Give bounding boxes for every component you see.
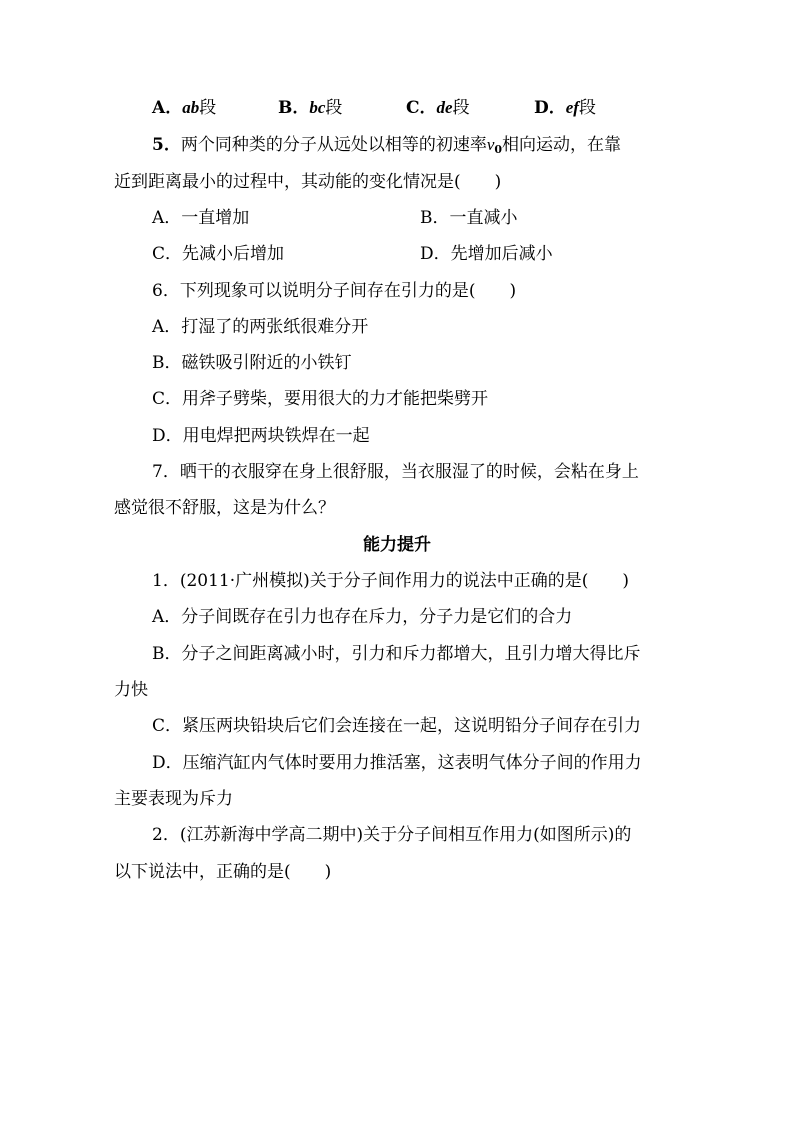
p2-line1: 2．(江苏新海中学高二期中)关于分子间相互作用力(如图所示)的 <box>152 825 632 845</box>
q4-option-b: B．bc段 <box>278 98 343 118</box>
p1-option-b-line1: B．分子之间距离减小时，引力和斥力都增大，且引力增大得比斥 <box>152 644 641 664</box>
p2-line2: 以下说法中，正确的是( ) <box>114 862 332 882</box>
p1-line1: 1．(2011·广州模拟)关于分子间作用力的说法中正确的是( ) <box>152 571 630 591</box>
q6-option-a: A．打湿了的两张纸很难分开 <box>152 317 369 337</box>
p1-option-d-line2: 主要表现为斥力 <box>114 789 233 809</box>
q4-option-d: D．ef段 <box>534 98 596 118</box>
p1-option-a: A．分子间既存在引力也存在斥力，分子力是它们的合力 <box>152 607 573 627</box>
q6-option-d: D．用电焊把两块铁焊在一起 <box>152 426 370 446</box>
q5-option-d: D．先增加后减小 <box>420 244 553 264</box>
q5-option-c: C．先减小后增加 <box>152 244 285 264</box>
p1-option-b-line2: 力快 <box>114 680 148 700</box>
p1-option-d-line1: D．压缩汽缸内气体时要用力推活塞，这表明气体分子间的作用力 <box>152 753 642 773</box>
q4-options <box>152 97 596 119</box>
q4-option-c: C．de段 <box>406 98 470 118</box>
q4-option-a: A．ab段 <box>152 98 217 118</box>
section-title: 能力提升 <box>363 535 431 555</box>
q7-line2: 感觉很不舒服，这是为什么？ <box>114 498 335 518</box>
q6-line1: 6．下列现象可以说明分子间存在引力的是( ) <box>152 281 517 301</box>
q5-line2: 近到距离最小的过程中，其动能的变化情况是( ) <box>114 172 502 192</box>
q6-option-b: B．磁铁吸引附近的小铁钉 <box>152 353 352 373</box>
q5-option-b: B．一直减小 <box>420 208 518 228</box>
p1-option-c: C．紧压两块铅块后它们会连接在一起，这说明铅分子间存在引力 <box>152 716 642 736</box>
q6-option-c: C．用斧子劈柴，要用很大的力才能把柴劈开 <box>152 389 489 409</box>
q5-line1: 5．两个同种类的分子从远处以相等的初速率$v_0$相向运动，在靠 <box>152 135 622 156</box>
q7-line1: 7．晒干的衣服穿在身上很舒服，当衣服湿了的时候，会粘在身上 <box>152 462 639 482</box>
q5-option-a: A．一直增加 <box>152 208 250 228</box>
